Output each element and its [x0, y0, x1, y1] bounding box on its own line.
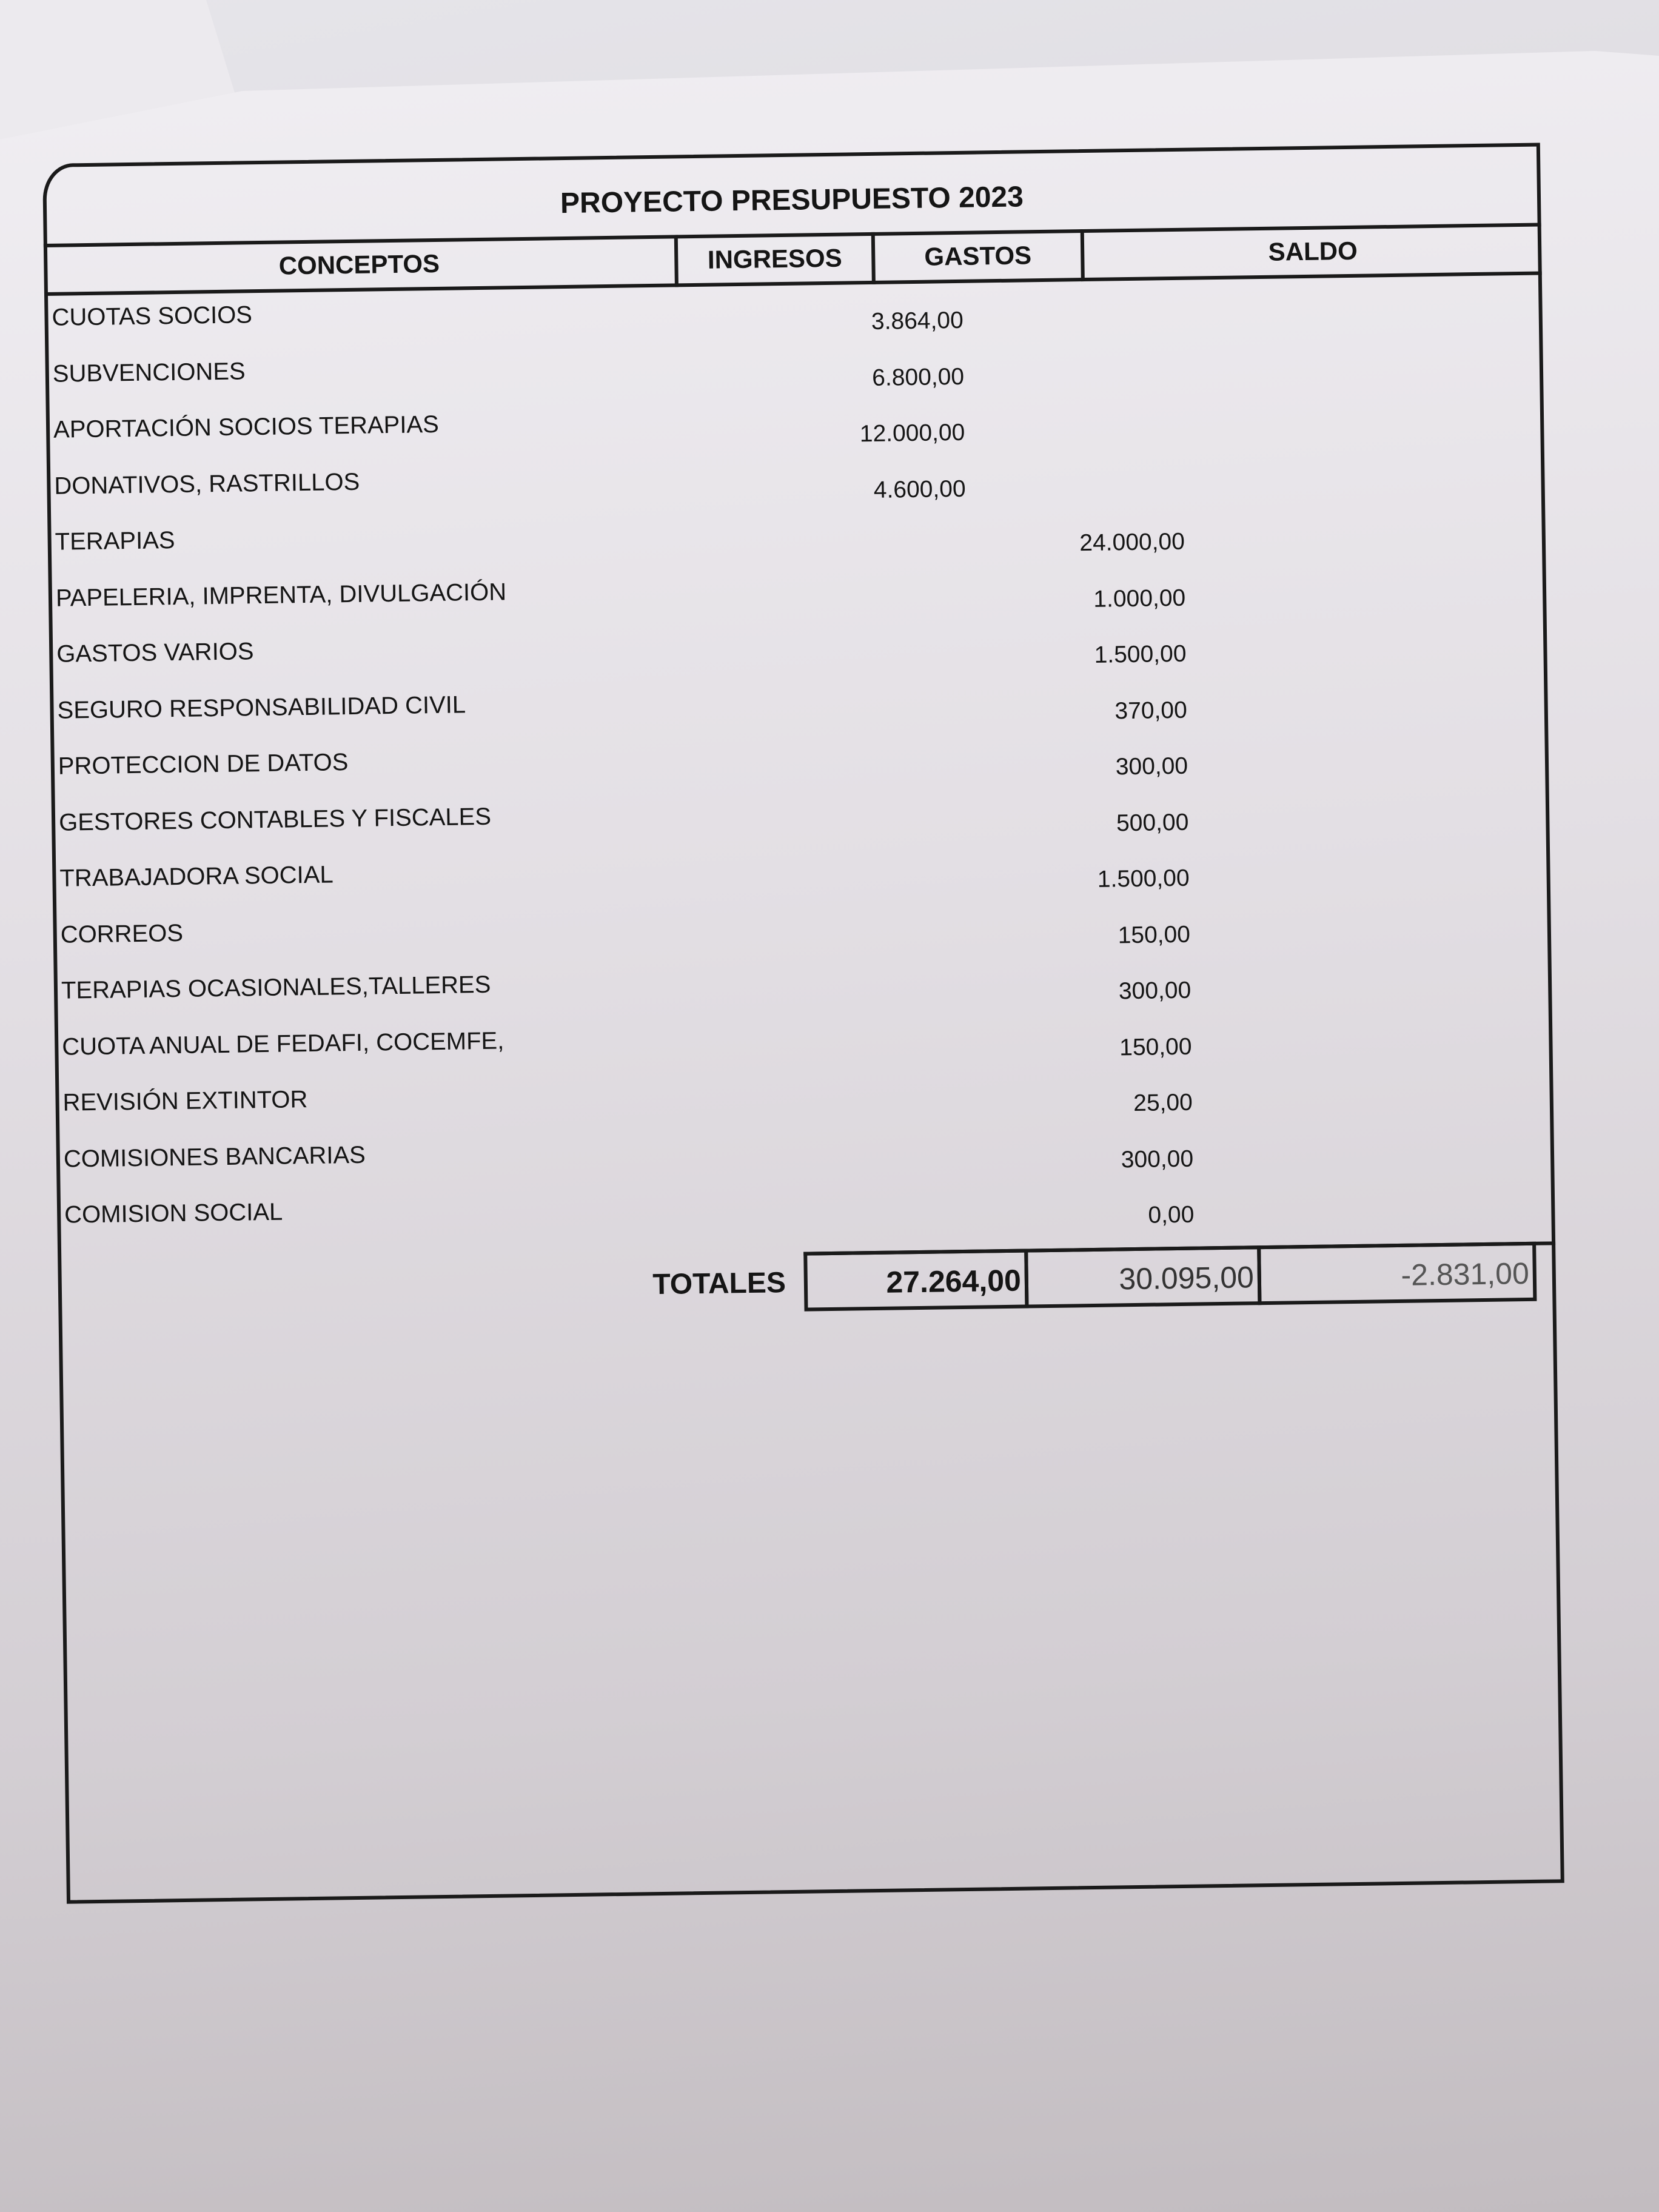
- row-income: 12.000,00: [859, 419, 965, 447]
- total-expenses: 30.095,00: [1024, 1245, 1261, 1308]
- row-expense: 500,00: [1116, 809, 1189, 836]
- document-title: PROYECTO PRESUPUESTO 2023: [560, 181, 1024, 220]
- row-income: [752, 644, 968, 647]
- row-expense: 1.000,00: [1093, 585, 1186, 612]
- row-income: [751, 532, 967, 535]
- row-concept: TRABAJADORA SOCIAL: [59, 861, 333, 892]
- column-header-income: INGRESOS: [707, 243, 842, 274]
- budget-rows: [44, 275, 1555, 1249]
- row-expense: [972, 304, 1181, 307]
- row-income: 6.800,00: [871, 363, 965, 391]
- row-concept: CUOTAS SOCIOS: [52, 301, 253, 331]
- row-concept: REVISIÓN EXTINTOR: [62, 1086, 308, 1116]
- row-concept: CORREOS: [60, 919, 184, 948]
- row-concept: GESTORES CONTABLES Y FISCALES: [58, 803, 492, 836]
- row-concept: COMISIONES BANCARIAS: [63, 1141, 366, 1173]
- row-expense: 150,00: [1118, 921, 1191, 948]
- row-income: [758, 1036, 973, 1039]
- row-expense: [974, 417, 1183, 420]
- row-expense: 0,00: [1148, 1201, 1195, 1228]
- row-income: [757, 980, 973, 984]
- row-income: [754, 700, 969, 703]
- row-expense: 300,00: [1121, 1145, 1194, 1173]
- row-income: 3.864,00: [871, 307, 964, 335]
- row-concept: CUOTA ANUAL DE FEDAFI, COCEMFE,: [62, 1027, 504, 1061]
- row-expense: 300,00: [1118, 977, 1191, 1005]
- column-header-expenses: GASTOS: [924, 241, 1032, 271]
- row-concept: TERAPIAS OCASIONALES,TALLERES: [61, 971, 491, 1004]
- row-income: [759, 1093, 974, 1096]
- row-expense: [973, 360, 1182, 363]
- row-concept: TERAPIAS: [55, 527, 175, 555]
- column-header-concepts: CONCEPTOS: [278, 249, 440, 280]
- row-concept: SUBVENCIONES: [52, 357, 246, 387]
- row-concept: COMISION SOCIAL: [64, 1198, 283, 1228]
- row-income: [760, 1205, 976, 1208]
- row-expense: 370,00: [1114, 697, 1188, 724]
- total-balance: -2.831,00: [1257, 1242, 1537, 1305]
- column-header-balance: SALDO: [1268, 236, 1358, 266]
- row-concept: GASTOS VARIOS: [56, 638, 254, 668]
- row-income: [752, 588, 967, 591]
- row-income: [755, 812, 970, 815]
- row-expense: 25,00: [1133, 1089, 1193, 1117]
- row-expense: 24.000,00: [1079, 528, 1185, 557]
- row-expense: 1.500,00: [1094, 640, 1187, 668]
- row-concept: PAPELERIA, IMPRENTA, DIVULGACIÓN: [55, 578, 507, 612]
- row-income: [754, 756, 970, 759]
- row-income: [757, 924, 972, 927]
- row-concept: PROTECCION DE DATOS: [58, 749, 349, 780]
- row-income: 4.600,00: [873, 475, 966, 503]
- row-income: [760, 1148, 975, 1151]
- row-expense: 150,00: [1119, 1033, 1192, 1061]
- row-concept: SEGURO RESPONSABILIDAD CIVIL: [57, 691, 466, 724]
- row-concept: APORTACIÓN SOCIOS TERAPIAS: [53, 411, 440, 443]
- total-income: 27.264,00: [803, 1248, 1028, 1311]
- row-concept: DONATIVOS, RASTRILLOS: [54, 468, 360, 500]
- row-expense: 1.500,00: [1097, 865, 1190, 893]
- totals-label: TOTALES: [652, 1267, 786, 1301]
- row-income: [756, 868, 971, 871]
- row-expense: [974, 472, 1184, 475]
- row-expense: 300,00: [1115, 752, 1188, 780]
- budget-form: [42, 143, 1564, 1904]
